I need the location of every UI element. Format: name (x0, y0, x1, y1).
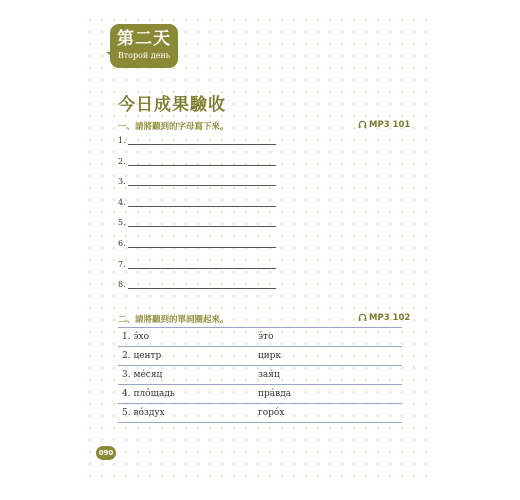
blank-number: 6. (118, 239, 126, 248)
answer-line[interactable] (128, 226, 276, 227)
answer-line[interactable] (128, 247, 276, 248)
blank-number: 5. (118, 218, 126, 228)
blank-number: 7. (118, 259, 126, 269)
word-option-right[interactable]: э́то (258, 332, 274, 342)
answer-line[interactable] (128, 268, 276, 269)
section2-audio-label: MP3 102 (369, 313, 411, 323)
table-row (118, 347, 402, 366)
page-number: 090 (96, 446, 116, 460)
blank-number: 1. (118, 136, 126, 145)
blank-number: 4. (118, 197, 126, 207)
headphones-icon (358, 313, 367, 325)
headphones-icon (358, 120, 367, 132)
answer-line[interactable] (128, 185, 276, 186)
vocab-table (118, 327, 402, 423)
word-option-left[interactable]: 5. во́здух (122, 408, 165, 418)
badge-title: 第二天 (117, 29, 171, 49)
word-option-left[interactable]: 2. центр (122, 351, 162, 361)
badge-subtitle: Второй день (117, 51, 171, 60)
blank-number: 3. (118, 177, 126, 187)
answer-line[interactable] (128, 288, 276, 289)
blank-number: 2. (118, 156, 126, 166)
section1-audio[interactable] (358, 120, 410, 132)
word-option-right[interactable]: цирк (258, 351, 282, 361)
answer-line[interactable] (128, 144, 276, 145)
word-option-right[interactable]: пра́вда (258, 389, 292, 399)
section2-audio[interactable] (358, 313, 410, 325)
word-option-right[interactable]: зая́ц (258, 370, 280, 380)
section1-audio-label: MP3 101 (369, 120, 411, 130)
word-option-left[interactable]: 1. э́хо (122, 332, 149, 342)
table-row (118, 328, 402, 347)
blank-number: 8. (118, 280, 126, 290)
word-option-left[interactable]: 3. ме́сяц (122, 370, 163, 380)
word-option-right[interactable]: горо́х (258, 408, 285, 418)
table-row (118, 404, 402, 423)
day-badge (110, 24, 178, 68)
section1-heading: 一、請將聽到的字母寫下來。 (118, 122, 229, 132)
section2-heading: 二、請將聽到的單詞圈起來。 (118, 315, 229, 325)
answer-line[interactable] (128, 165, 276, 166)
table-row (118, 385, 402, 404)
page-title: 今日成果驗收 (118, 95, 226, 115)
table-row (118, 366, 402, 385)
answer-line[interactable] (128, 206, 276, 207)
word-option-left[interactable]: 4. пло́щадь (122, 389, 175, 399)
